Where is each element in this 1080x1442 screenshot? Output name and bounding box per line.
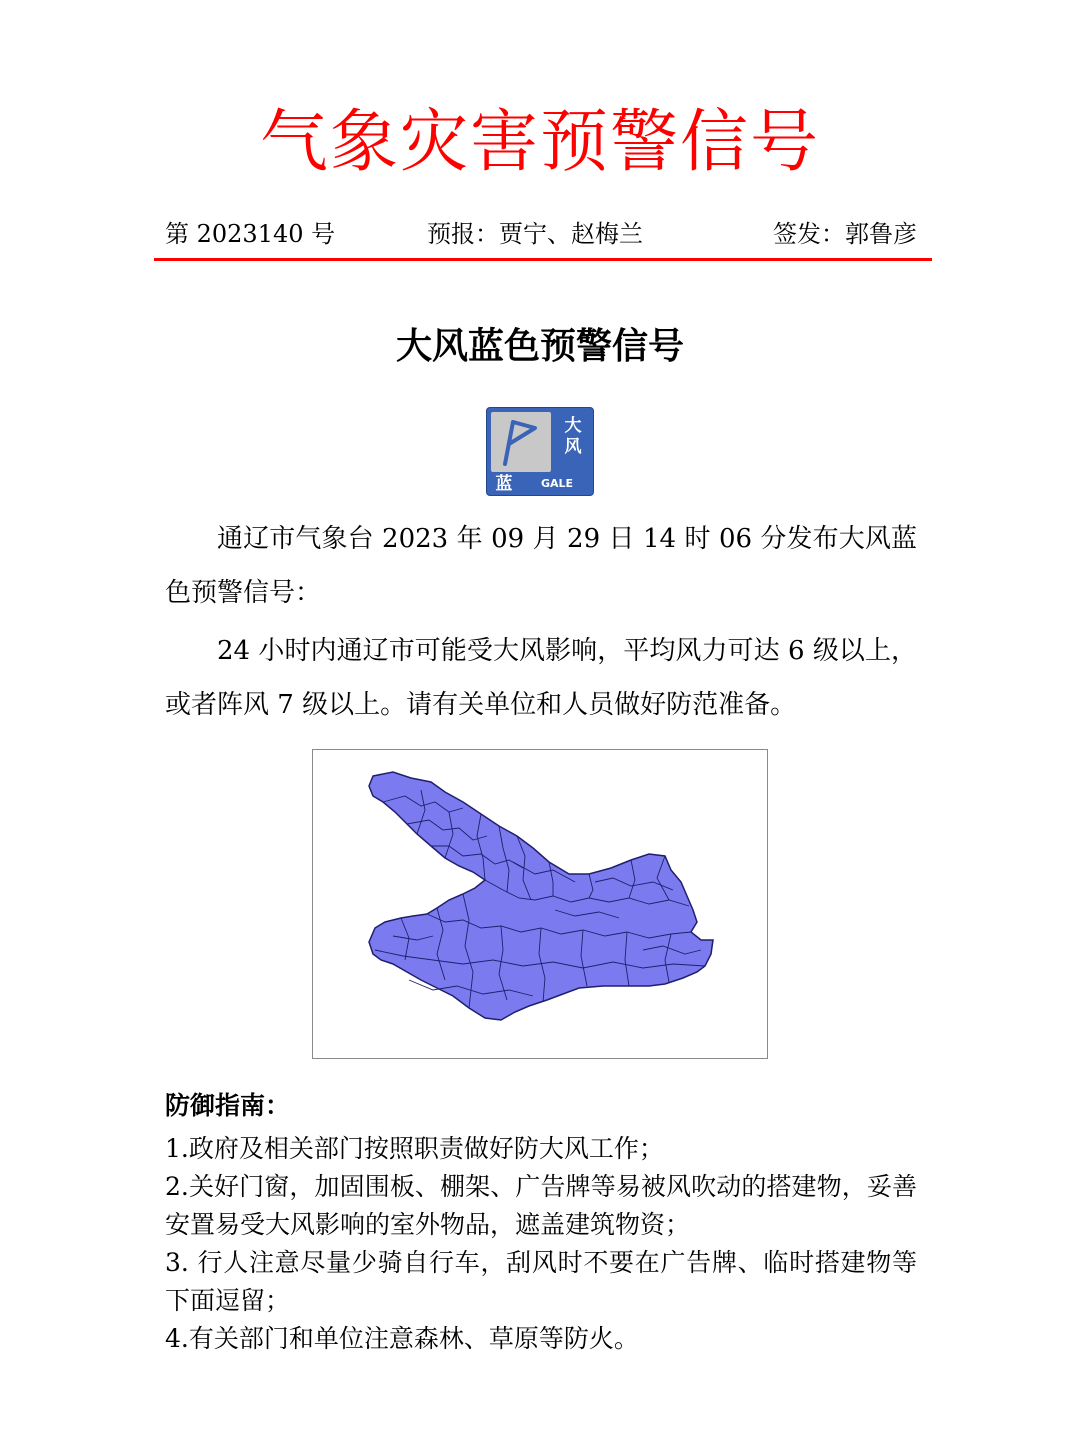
issue-paragraph: [165, 512, 917, 620]
warning-badge: [486, 407, 594, 496]
badge-english-label: GALE: [540, 477, 574, 490]
document-header-title: 气象灾害预警信号: [259, 103, 820, 182]
header-divider: [154, 258, 932, 261]
wind-flag-icon: [491, 412, 551, 472]
signer: 签发：郭鲁彦: [773, 220, 917, 248]
guide-item-2: 2.关好门窗，加固围板、棚架、广告牌等易被风吹动的搭建物，妥善安置易受大风影响的室外物品，遮盖建筑物资；: [165, 1172, 917, 1239]
map-region-outline: [369, 772, 713, 1020]
guide-item-4: 4.有关部门和单位注意森林、草原等防火。: [165, 1324, 639, 1353]
forecasters: 预报：贾宁、赵梅兰: [427, 220, 643, 248]
guide-item-3: 3. 行人注意尽量少骑自行车，刮风时不要在广告牌、临时搭建物等下面逗留；: [165, 1248, 917, 1315]
tongliao-map-svg: [313, 750, 767, 1058]
guide-list: [165, 1130, 917, 1358]
issue-text: 通辽市气象台 2023 年 09 月 29 日 14 时 06 分发布大风蓝色预警信号：: [165, 524, 917, 608]
document-number: 第 2023140 号: [165, 220, 336, 248]
badge-level-label: 蓝: [495, 474, 513, 494]
guide-heading: 防御指南：: [165, 1091, 291, 1120]
warning-paragraph: [165, 624, 917, 732]
warning-text: 24 小时内通辽市可能受大风影响，平均风力可达 6 级以上，或者阵风 7 级以上。请有关单位和人员做好防范准备。: [165, 636, 917, 720]
badge-hazard-label: 大风: [564, 416, 582, 457]
warning-area-map: [312, 749, 768, 1059]
document-meta-row: [165, 214, 917, 250]
signal-title: 大风蓝色预警信号: [395, 326, 684, 367]
guide-item-1: 1.政府及相关部门按照职责做好防大风工作；: [165, 1134, 664, 1163]
